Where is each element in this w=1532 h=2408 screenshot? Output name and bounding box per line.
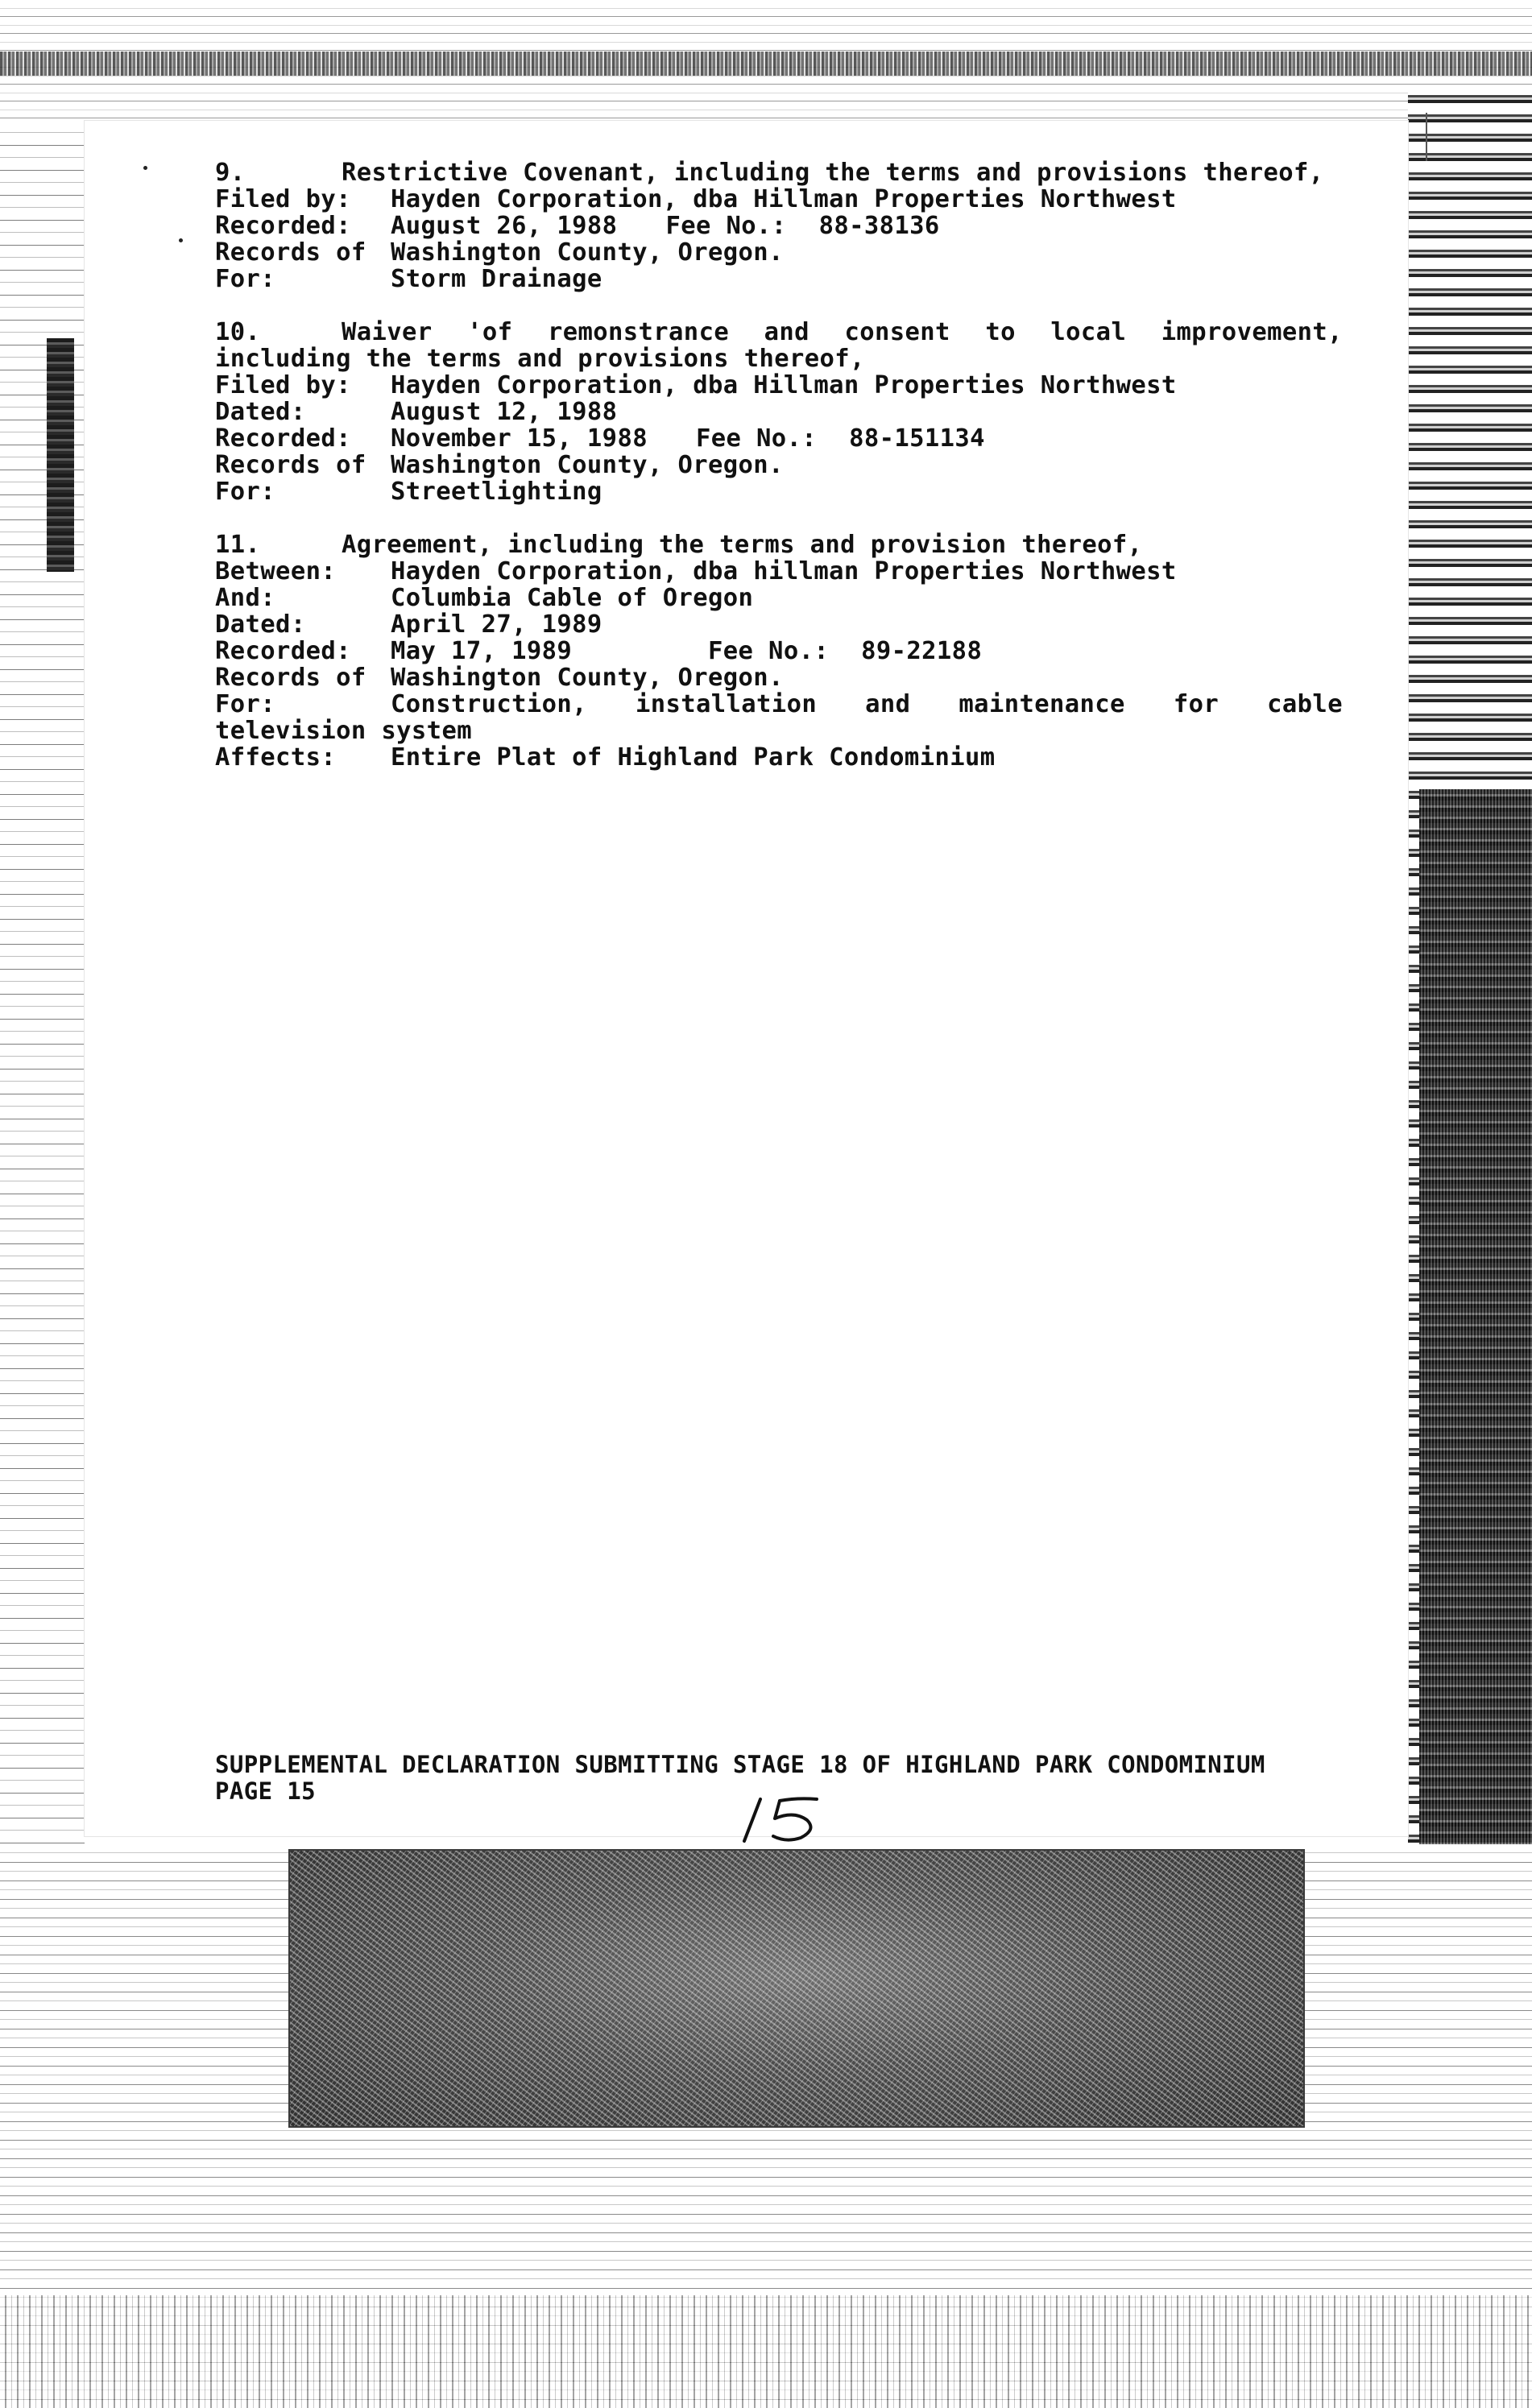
field-row — [215, 239, 1343, 266]
entry-9 — [215, 159, 1343, 292]
field-label: Records of — [215, 238, 366, 267]
scan-noise-top-dark — [0, 52, 1532, 76]
entry-11 — [215, 532, 1343, 771]
fee-value: 88-38136 — [818, 212, 940, 240]
field-row — [215, 399, 1343, 425]
field-value: Streetlighting — [391, 478, 602, 506]
field-value: Columbia Cable of Oregon — [391, 584, 754, 612]
field-value: August 26, 1988 — [391, 212, 618, 240]
field-value: August 12, 1988 — [391, 398, 618, 426]
fee-label: Fee No.: — [665, 212, 787, 240]
footer-page-number: PAGE 15 — [215, 1777, 317, 1805]
entry-number: 9. — [215, 159, 246, 187]
field-value: Entire Plat of Highland Park Condominium — [391, 743, 996, 772]
field-label: For: — [215, 478, 276, 506]
field-label: Filed by: — [215, 185, 351, 213]
field-value: November 15, 1988 — [391, 424, 648, 453]
field-row — [215, 611, 1343, 638]
entry-number: 11. — [215, 531, 261, 559]
field-label: For: — [215, 690, 276, 718]
field-row — [215, 691, 1343, 718]
field-label: Recorded: — [215, 637, 351, 665]
scan-noise-bottom — [0, 2295, 1532, 2408]
entry-heading — [215, 159, 1343, 186]
field-value: Storm Drainage — [391, 265, 602, 293]
fee-label: Fee No.: — [708, 637, 830, 665]
field-label: Affects: — [215, 743, 337, 772]
field-label: Records of — [215, 664, 366, 692]
field-row — [215, 638, 1343, 664]
field-label: And: — [215, 584, 276, 612]
field-label: Dated: — [215, 610, 306, 639]
field-label: For: — [215, 265, 276, 293]
field-label: Records of — [215, 451, 366, 479]
field-value: Hayden Corporation, dba Hillman Properties Northwest — [391, 185, 1177, 213]
field-row — [215, 266, 1343, 292]
margin-mark — [179, 238, 183, 242]
field-value: Washington County, Oregon. — [391, 451, 784, 479]
document-body — [215, 159, 1343, 797]
field-value: Hayden Corporation, dba hillman Properties Northwest — [391, 557, 1177, 585]
entry-heading-continued: including the terms and provisions thereof, — [215, 345, 865, 373]
field-label: Dated: — [215, 398, 306, 426]
field-row — [215, 452, 1343, 478]
scan-noise-right-dark — [1419, 789, 1532, 1957]
field-row — [215, 186, 1343, 213]
field-row — [215, 425, 1343, 452]
field-row — [215, 664, 1343, 691]
field-value: Hayden Corporation, dba Hillman Properties Northwest — [391, 371, 1177, 399]
field-value: Washington County, Oregon. — [391, 238, 784, 267]
entry-10 — [215, 319, 1343, 505]
entry-heading — [215, 319, 1343, 345]
field-label: Between: — [215, 557, 337, 585]
margin-mark — [143, 166, 147, 170]
field-label: Recorded: — [215, 424, 351, 453]
fee-label: Fee No.: — [695, 424, 818, 453]
field-value: May 17, 1989 — [391, 637, 573, 665]
scan-noise-left-block — [47, 338, 74, 572]
entry-heading-text: Restrictive Covenant, including the terms and provisions thereof, — [342, 159, 1324, 187]
footer-title: SUPPLEMENTAL DECLARATION SUBMITTING STAGE 18 OF HIGHLAND PARK CONDOMINIUM — [215, 1751, 1265, 1778]
field-row — [215, 558, 1343, 585]
field-value: Construction, installation and maintenance for cable — [391, 690, 1343, 718]
entry-heading-text: Agreement, including the terms and provision thereof, — [342, 531, 1143, 559]
field-value-continued: television system — [215, 717, 472, 745]
field-row — [215, 213, 1343, 239]
field-row — [215, 585, 1343, 611]
entry-heading-text: Waiver 'of remonstrance and consent to local improvement, — [342, 318, 1343, 346]
scan-speckle-block — [288, 1849, 1305, 2128]
fee-value: 88-151134 — [849, 424, 985, 453]
fee-value: 89-22188 — [861, 637, 983, 665]
field-label: Filed by: — [215, 371, 351, 399]
field-label: Recorded: — [215, 212, 351, 240]
entry-heading — [215, 532, 1343, 558]
field-value: April 27, 1989 — [391, 610, 602, 639]
scan-mark — [1426, 113, 1427, 161]
field-row — [215, 372, 1343, 399]
handwritten-page-number — [738, 1793, 834, 1844]
field-row — [215, 478, 1343, 505]
entry-number: 10. — [215, 318, 261, 346]
field-row — [215, 744, 1343, 771]
field-value: Washington County, Oregon. — [391, 664, 784, 692]
